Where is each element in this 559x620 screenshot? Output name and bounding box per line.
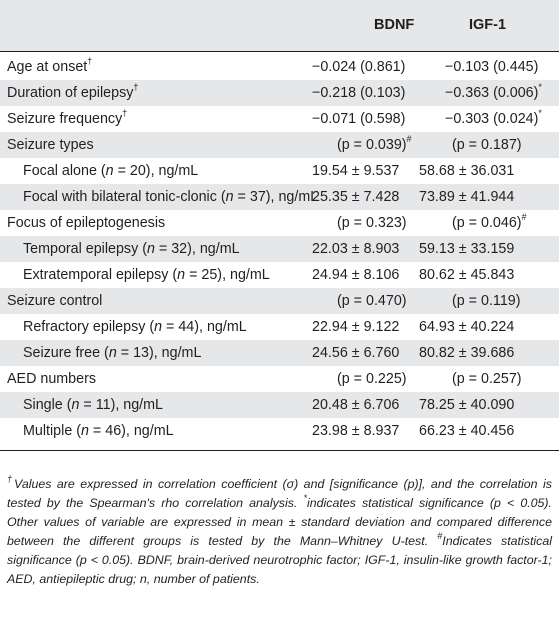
igf1-value: 59.13 ± 33.159 [419, 241, 515, 257]
igf1-value: 78.25 ± 40.090 [419, 397, 515, 413]
table-row [0, 132, 559, 158]
bdnf-value: (p = 0.323) [337, 215, 407, 231]
igf1-value: −0.303 (0.024)* [445, 108, 542, 127]
table-row [0, 106, 559, 132]
bdnf-value: 24.56 ± 6.760 [312, 345, 400, 361]
row-label: Seizure frequency† [7, 108, 128, 127]
igf1-value: (p = 0.119) [452, 293, 521, 309]
table-row [0, 314, 559, 340]
table-row [0, 54, 559, 80]
igf1-value: 73.89 ± 41.944 [419, 189, 515, 205]
row-label: Multiple (n = 46), ng/mL [23, 423, 174, 439]
table-row [0, 262, 559, 288]
table-row [0, 80, 559, 106]
igf1-value: 66.23 ± 40.456 [419, 423, 515, 439]
bdnf-value: 22.03 ± 8.903 [312, 241, 400, 257]
bdnf-value: (p = 0.225) [337, 371, 407, 387]
bdnf-value: −0.071 (0.598) [312, 111, 406, 127]
igf1-value: (p = 0.257) [452, 371, 522, 387]
igf1-value: (p = 0.046)# [452, 212, 527, 231]
row-label: Single (n = 11), ng/mL [23, 397, 164, 413]
bdnf-value: −0.024 (0.861) [312, 59, 406, 75]
table-header [0, 0, 559, 51]
row-label: Focus of epileptogenesis [7, 215, 166, 231]
igf1-value: 58.68 ± 36.031 [419, 163, 515, 179]
bdnf-value: 25.35 ± 7.428 [312, 189, 400, 205]
column-header-bdnf: BDNF [374, 17, 415, 33]
row-label: Extratemporal epilepsy (n = 25), ng/mL [23, 267, 270, 283]
bdnf-value: (p = 0.039)# [337, 134, 412, 153]
row-label: Refractory epilepsy (n = 44), ng/mL [23, 319, 247, 335]
table-row [0, 418, 559, 444]
table-row [0, 366, 559, 392]
row-label: Duration of epilepsy† [7, 82, 139, 101]
row-label: Seizure types [7, 137, 94, 153]
table-footnote: †Values are expressed in correlation coefficient (σ) and [significance (p)], and the correlation is tested by the Spearman's rho correlation analysis. *indicates statistical significance (p < 0.05). Other values of variable are expressed in mean ± standard deviation and compared difference between the different groups is tested by the Mann–Whitney U-test. #Indicates statistical significance (p < 0.05). BDNF, brain-derived neurotrophic factor; IGF-1, insulin-like growth factor-1; AED, antiepileptic drug; n, number of patients. [7, 473, 552, 586]
bdnf-value: 24.94 ± 8.106 [312, 267, 400, 283]
bdnf-value: 20.48 ± 6.706 [312, 397, 400, 413]
table-row [0, 158, 559, 184]
igf1-value: −0.363 (0.006)* [445, 82, 542, 101]
table-row [0, 392, 559, 418]
row-label: Seizure control [7, 293, 103, 309]
igf1-value: (p = 0.187) [452, 137, 522, 153]
bdnf-value: 22.94 ± 9.122 [312, 319, 400, 335]
bdnf-value: −0.218 (0.103) [312, 85, 406, 101]
bdnf-value: (p = 0.470) [337, 293, 407, 309]
igf1-value: 80.62 ± 45.843 [419, 267, 515, 283]
igf1-value: 80.82 ± 39.686 [419, 345, 515, 361]
igf1-value: −0.103 (0.445) [445, 59, 539, 75]
row-label: AED numbers [7, 371, 96, 387]
row-label: Focal with bilateral tonic-clonic (n = 37), ng/mL [23, 189, 319, 205]
column-header-igf1: IGF-1 [469, 17, 507, 33]
row-label: Seizure free (n = 13), ng/mL [23, 345, 202, 361]
bdnf-value: 19.54 ± 9.537 [312, 163, 400, 179]
table-row [0, 340, 559, 366]
table-bottom-rule [0, 450, 559, 451]
row-label: Focal alone (n = 20), ng/mL [23, 163, 199, 179]
row-label: Age at onset† [7, 56, 93, 75]
table-row [0, 236, 559, 262]
header-rule [0, 51, 559, 52]
table-row [0, 210, 559, 236]
igf1-value: 64.93 ± 40.224 [419, 319, 515, 335]
table-row [0, 184, 559, 210]
bdnf-value: 23.98 ± 8.937 [312, 423, 400, 439]
row-label: Temporal epilepsy (n = 32), ng/mL [23, 241, 240, 257]
table-row [0, 288, 559, 314]
